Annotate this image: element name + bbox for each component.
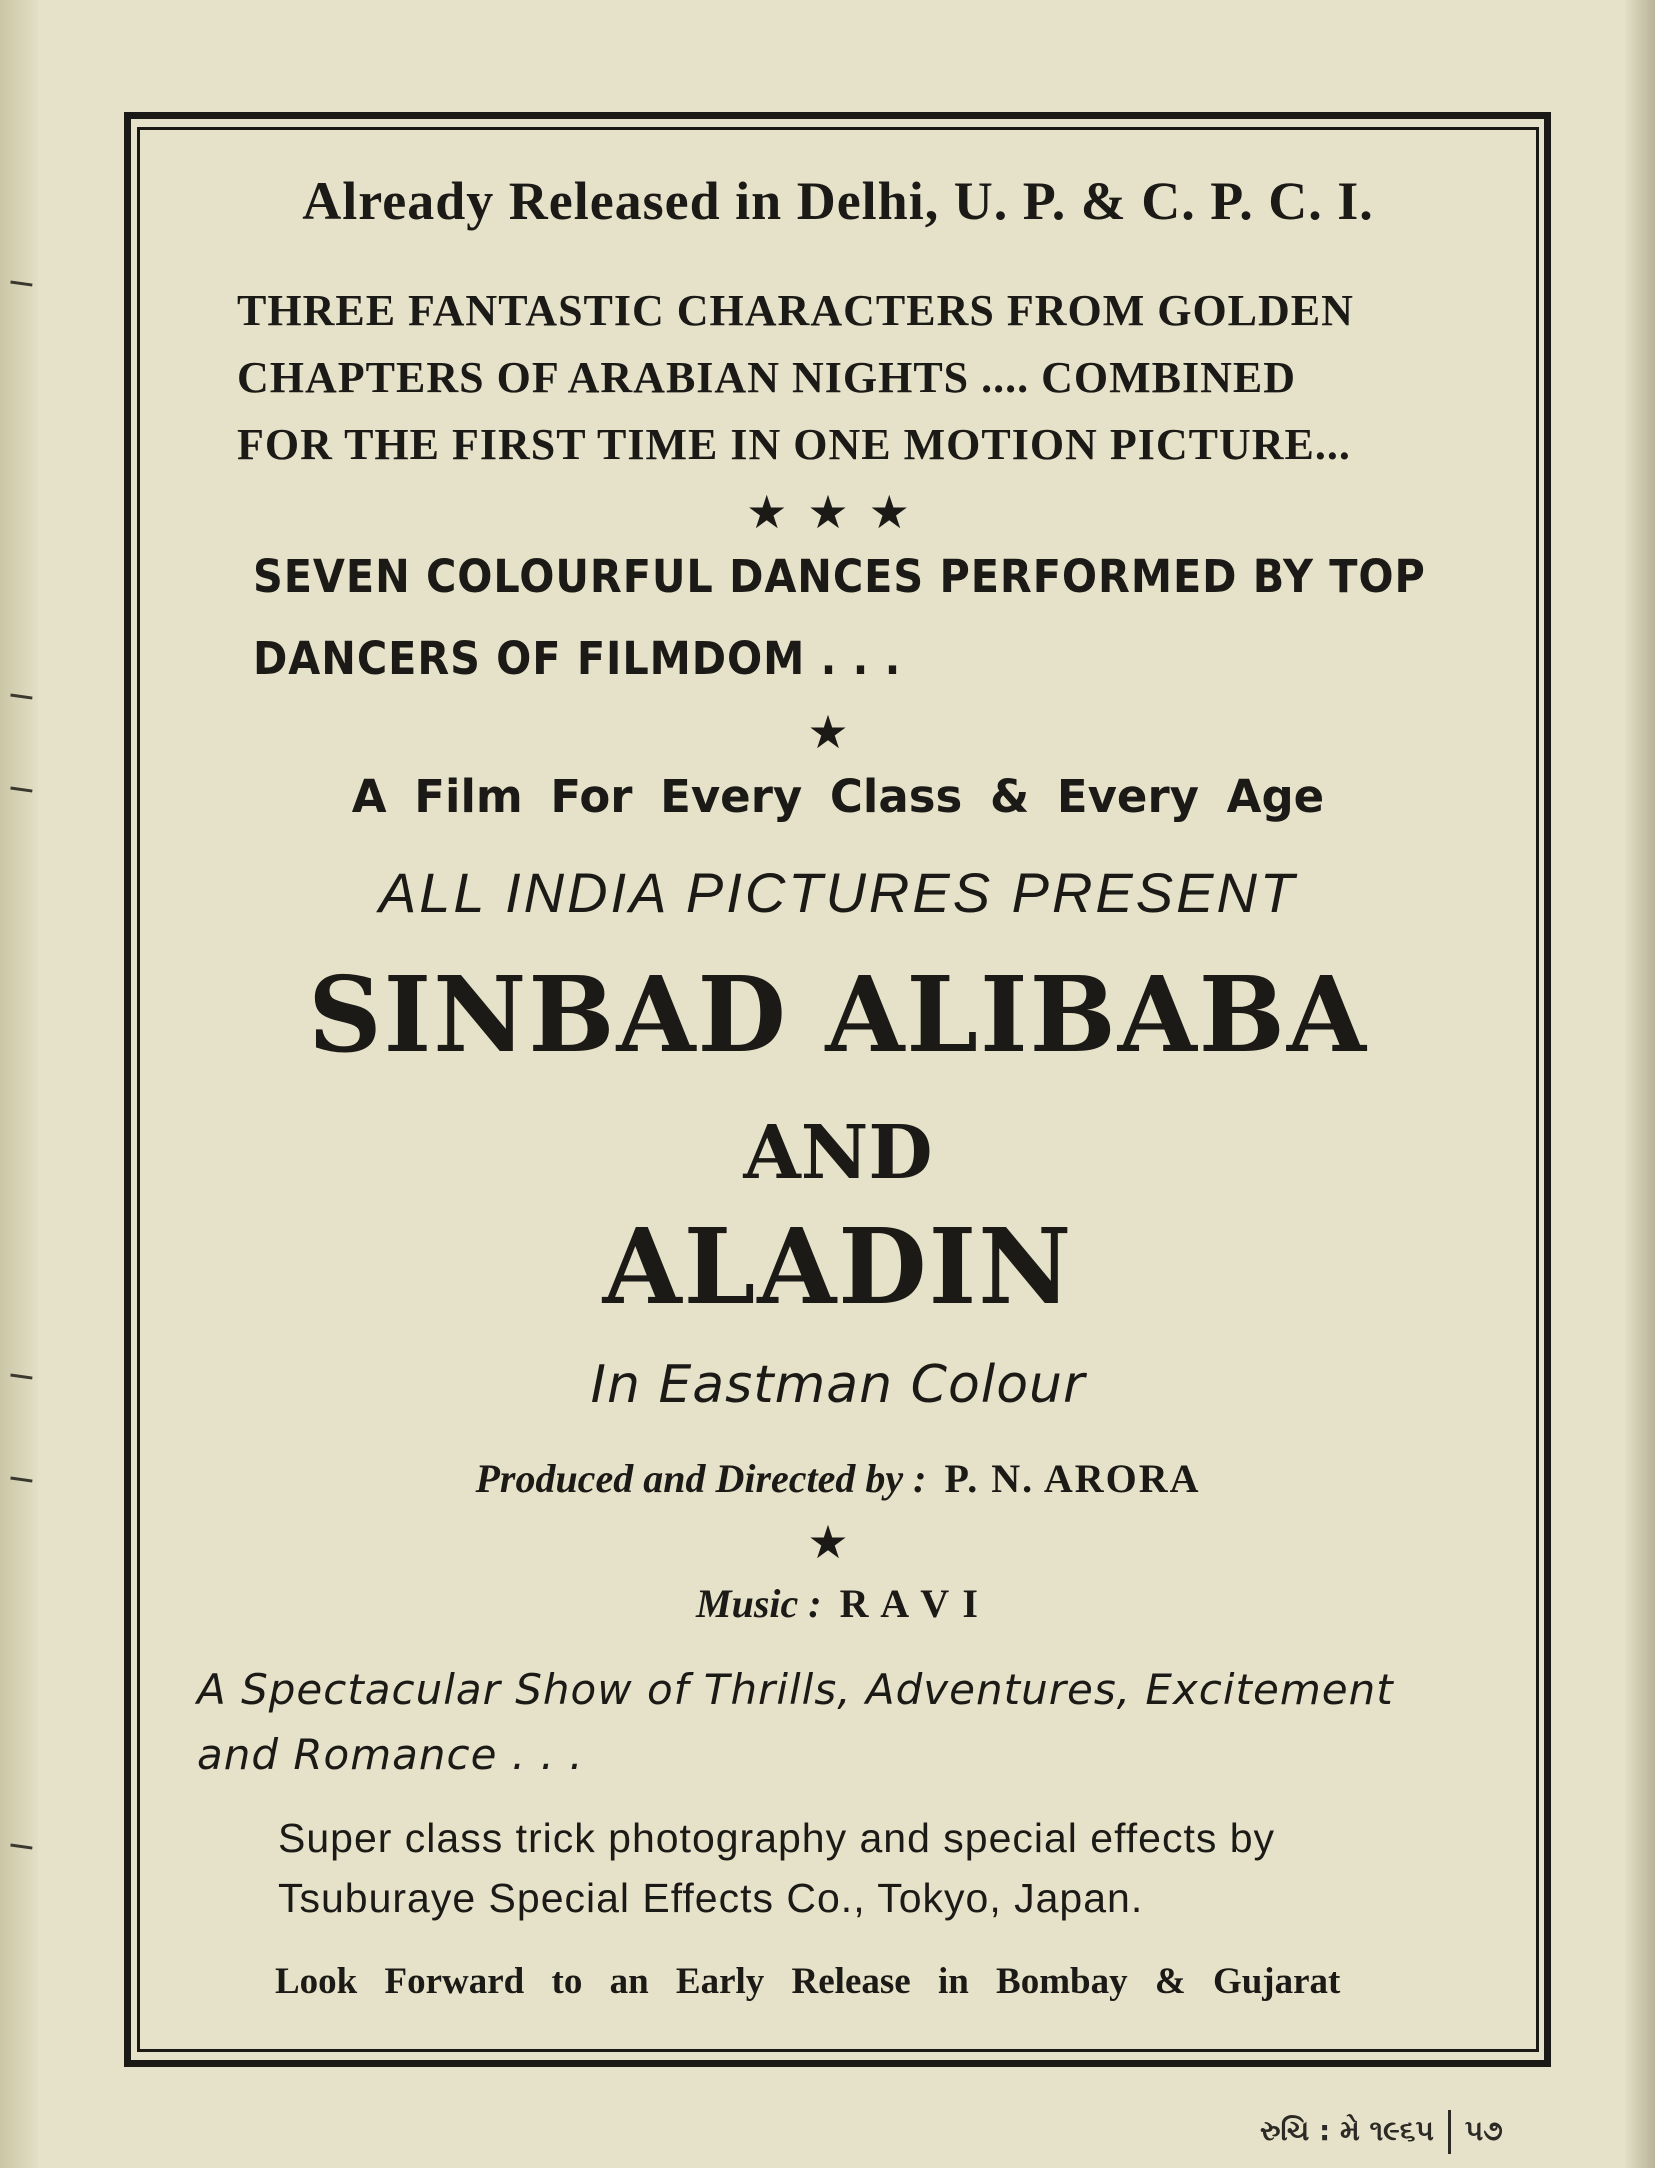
film-title-line-2: AND (743, 1110, 933, 1196)
characters-line-1: THREE FANTASTIC CHARACTERS FROM GOLDEN (237, 286, 1354, 335)
dances-line-1: SEVEN COLOURFUL DANCES PERFORMED BY TOP (253, 550, 1426, 603)
issue-label: રુચિ : મે ૧૯૬૫ (1260, 2114, 1434, 2147)
trick-line-2: Tsuburaye Special Effects Co., Tokyo, Japan. (278, 1875, 1144, 1921)
presenter-line: ALL INDIA PICTURES PRESENT (378, 861, 1298, 924)
characters-line-2: CHAPTERS OF ARABIAN NIGHTS .... COMBINED (237, 353, 1297, 402)
music-role: Music : (696, 1581, 822, 1626)
release-note: Look Forward to an Early Release in Bombay & Gujarat (275, 1961, 1341, 2002)
star-ornament: ★ (807, 705, 869, 759)
tagline: A Film For Every Class & Every Age (351, 770, 1325, 823)
release-headline: Already Released in Delhi, U. P. & C. P. C. I. (302, 171, 1374, 231)
three-stars-ornament: ★★★ (746, 485, 930, 539)
film-advertisement (145, 135, 1531, 2045)
page-edge-left (0, 0, 38, 2168)
footer-divider (1448, 2110, 1451, 2154)
spectacular-line-2: and Romance . . . (197, 1730, 584, 1779)
spectacular-line-1: A Spectacular Show of Thrills, Adventures, Excitement (197, 1665, 1394, 1714)
trick-line-1: Super class trick photography and special effects by (278, 1815, 1276, 1861)
colour-process: In Eastman Colour (590, 1355, 1086, 1415)
dances-line-2: DANCERS OF FILMDOM . . . (253, 632, 902, 685)
characters-line-3: FOR THE FIRST TIME IN ONE MOTION PICTURE... (237, 420, 1351, 469)
star-ornament: ★ (807, 1515, 869, 1569)
page-edge-right (1625, 0, 1655, 2168)
producer-role: Produced and Directed by : (475, 1456, 927, 1501)
music-name: R A V I (839, 1581, 980, 1626)
producer-credit (145, 1455, 1531, 1502)
producer-name: P. N. ARORA (944, 1456, 1201, 1501)
music-credit (145, 1580, 1531, 1627)
page-footer (1260, 2110, 1503, 2154)
page-number: ૫૭ (1464, 2114, 1503, 2147)
film-title-line-1: SINBAD ALIBABA (308, 953, 1368, 1076)
film-title-line-3: ALADIN (602, 1205, 1074, 1328)
